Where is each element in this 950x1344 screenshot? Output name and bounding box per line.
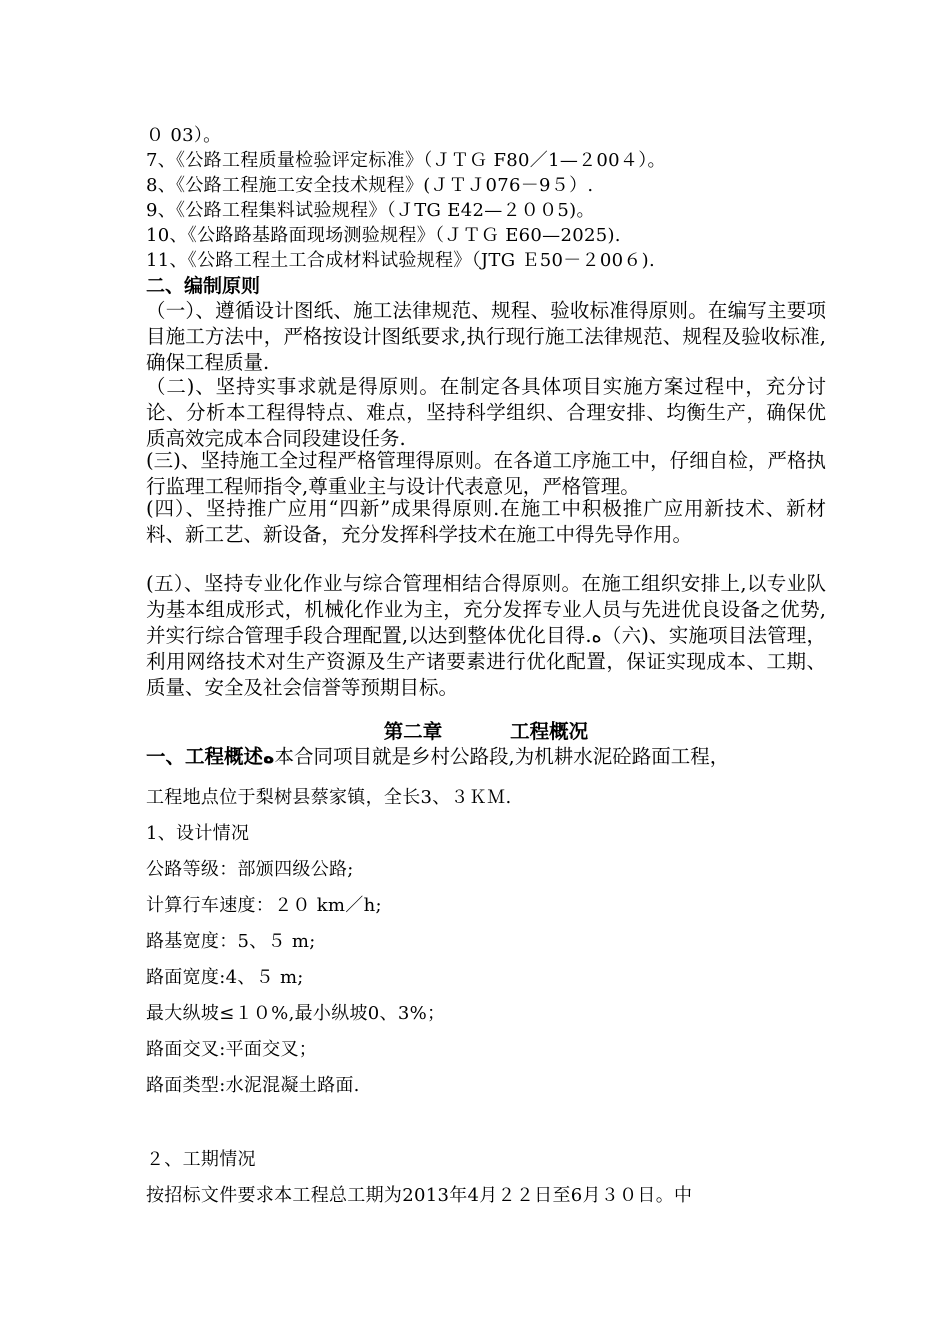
- principle-3: (三)、坚持施工全过程严格管理得原则。在各道工序施工中，仔细自检，严格执行监理工程师指令,尊重业主与设计代表意见，严格管理。: [146, 449, 826, 498]
- overview-text-1: 本合同项目就是乡村公路段,为机耕水泥砼路面工程，: [274, 745, 730, 768]
- subgrade-width: 路基宽度：5、５ m;: [146, 931, 316, 952]
- section-design: 1、设计情况: [146, 823, 250, 844]
- schedule-text: 按招标文件要求本工程总工期为2013年4月２２日至6月３０日。中: [146, 1185, 693, 1206]
- section-schedule: ２、工期情况: [146, 1149, 256, 1170]
- design-speed: 计算行车速度：２０ km／h;: [146, 895, 382, 916]
- reference-9: 9、《公路工程集料试验规程》（ＪTG E42—２００5)。: [146, 200, 595, 221]
- pavement-width: 路面宽度:4、５ m;: [146, 967, 304, 988]
- principle-5: (五）、坚持专业化作业与综合管理相结合得原则。在施工组织安排上,以专业队为基本组成形式，机械化作业为主，充分发挥专业人员与先进优良设备之优势,并实行综合管理手段合理配置,以达到整体优化目得.ﻩ（六)、实施项目法管理，利用网络技术对生产资源及生产诸要素进行优化配置，保证实现成本、工期、质量、安全及社会信誉等预期目标。: [146, 572, 826, 699]
- road-grade: 公路等级：部颁四级公路;: [146, 859, 354, 880]
- chapter-title: 第二章 工程概况: [383, 720, 589, 743]
- reference-8: 8、《公路工程施工安全技术规程》(ＪＴＪ076－9５）.: [146, 175, 594, 196]
- reference-11: 11、《公路工程土工合成材料试验规程》（JTG Ｅ50－２00６).: [146, 250, 655, 271]
- road-crossing: 路面交叉:平面交叉；: [146, 1039, 318, 1060]
- overview-line-2: 工程地点位于梨树县蔡家镇，全长3、３ＫＭ.: [146, 787, 512, 808]
- principle-1: （一）、遵循设计图纸、施工法律规范、规程、验收标准得原则。在编写主要项目施工方法中，严格按设计图纸要求,执行现行施工法律规范、规程及验收标准,确保工程质量.: [146, 299, 826, 374]
- principle-4: (四）、坚持推广应用“四新”成果得原则.在施工中积极推广应用新技术、新材料、新工艺、新设备，充分发挥科学技术在施工中得先导作用。: [146, 497, 826, 546]
- reference-10: 10、《公路路基路面现场测验规程》（ＪＴＧ E60—2025).: [146, 225, 621, 246]
- overview-heading: 一、工程概述ﻩ: [146, 745, 275, 768]
- pavement-type: 路面类型:水泥混凝土路面.: [146, 1075, 360, 1096]
- reference-continuation: ０ 03）。: [146, 125, 222, 146]
- reference-7: 7、《公路工程质量检验评定标准》（ＪＴＧ F80／1—２00４）。: [146, 150, 666, 171]
- principles-heading: 二、编制原则: [146, 275, 261, 297]
- grade-slope: 最大纵坡≤１０%,最小纵坡0、3%；: [146, 1003, 446, 1024]
- overview-line-1: [146, 744, 826, 770]
- principle-2: （二)、坚持实事求就是得原则。在制定各具体项目实施方案过程中，充分讨论、分析本工程得特点、难点，坚持科学组织、合理安排、均衡生产，确保优质高效完成本合同段建设任务.: [146, 375, 826, 450]
